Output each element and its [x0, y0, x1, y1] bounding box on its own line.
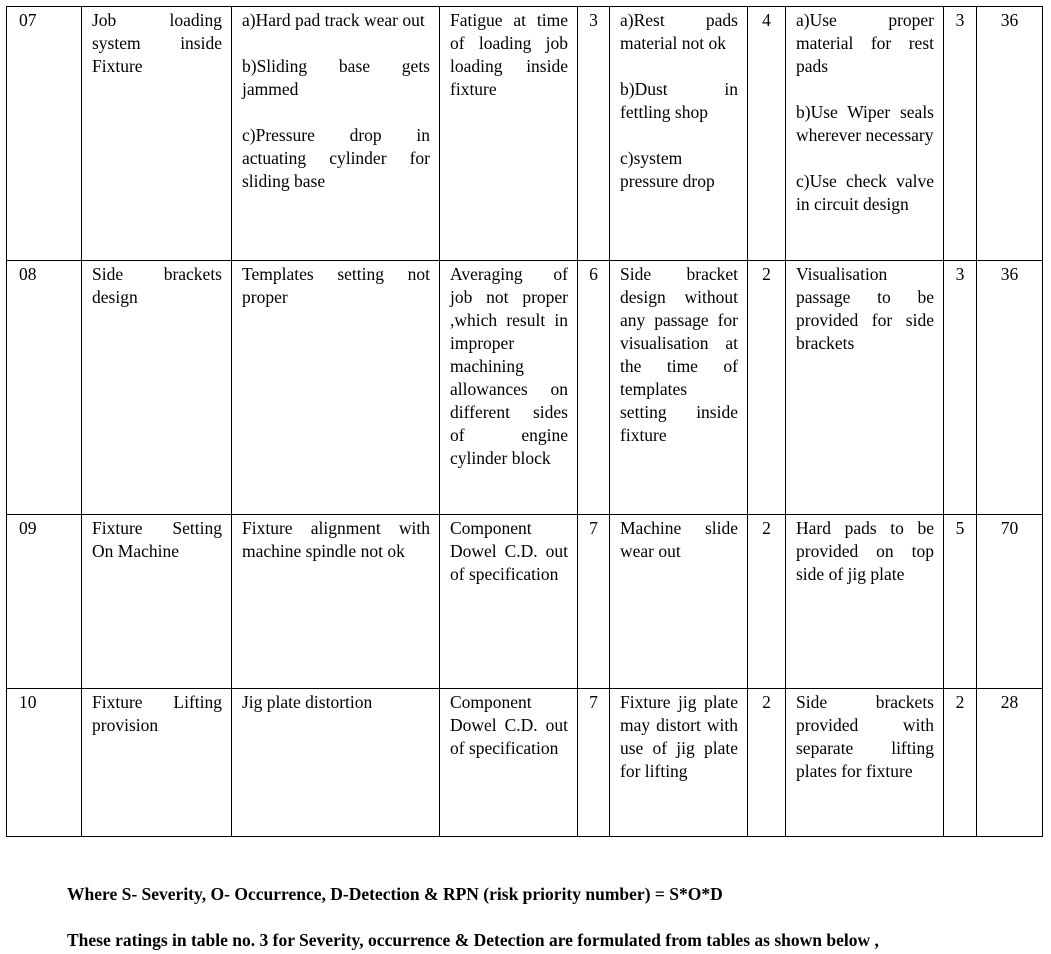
- rpn-cell: 70: [977, 515, 1043, 689]
- cause-item: Machine slide wear out: [620, 518, 738, 561]
- action-item: Hard pads to be provided on top side of jig plate: [796, 518, 934, 584]
- action-cell: [786, 689, 944, 837]
- action-item: Side brackets provided with separate lifting plates for fixture: [796, 692, 934, 781]
- failure-mode-item: Jig plate distortion: [242, 692, 373, 712]
- severity-cell: 7: [578, 515, 610, 689]
- failure-mode-item: a)Hard pad track wear out: [242, 10, 425, 30]
- table-row: [7, 689, 1043, 837]
- action-item: b)Use Wiper seals wherever necessary: [796, 102, 934, 145]
- detection-cell: 5: [944, 515, 977, 689]
- failure-mode-item: Fixture alignment with machine spindle not ok: [242, 518, 430, 561]
- action-cell: [786, 261, 944, 515]
- action-item: Visualisation passage to be provided for side brackets: [796, 264, 934, 353]
- component-cell: Side brackets design: [82, 261, 232, 515]
- rating-legend: Where S- Severity, O- Occurrence, D-Detection & RPN (risk priority number) = S*O*D: [67, 884, 723, 904]
- component-cell: Fixture Setting On Machine: [82, 515, 232, 689]
- cause-cell: [610, 7, 748, 261]
- failure-mode-item: c)Pressure drop in actuating cylinder for sliding base: [242, 125, 430, 191]
- table-row: [7, 515, 1043, 689]
- cause-item: b)Dust in fettling shop: [620, 79, 738, 122]
- severity-cell: 3: [578, 7, 610, 261]
- cause-item: c)system pressure drop: [620, 148, 715, 191]
- detection-cell: 3: [944, 261, 977, 515]
- failure-mode-cell: [232, 689, 440, 837]
- failure-mode-cell: [232, 515, 440, 689]
- failure-mode-item: b)Sliding base gets jammed: [242, 56, 430, 99]
- sr-no-cell: 07: [7, 7, 82, 261]
- effect-cell: Fatigue at time of loading job loading inside fixture: [440, 7, 578, 261]
- rpn-cell: 36: [977, 7, 1043, 261]
- occurrence-cell: 4: [748, 7, 786, 261]
- table-row: [7, 261, 1043, 515]
- component-cell: Fixture Lifting provision: [82, 689, 232, 837]
- cause-item: Fixture jig plate may distort with use of jig plate for lifting: [620, 692, 738, 781]
- action-cell: [786, 7, 944, 261]
- sr-no-cell: 10: [7, 689, 82, 837]
- failure-mode-item: Templates setting not proper: [242, 264, 430, 307]
- occurrence-cell: 2: [748, 261, 786, 515]
- severity-cell: 6: [578, 261, 610, 515]
- rpn-cell: 28: [977, 689, 1043, 837]
- action-item: a)Use proper material for rest pads: [796, 10, 934, 76]
- occurrence-cell: 2: [748, 515, 786, 689]
- rating-note: These ratings in table no. 3 for Severity, occurrence & Detection are formulated from tables as shown below ,: [67, 930, 879, 950]
- detection-cell: 3: [944, 7, 977, 261]
- detection-cell: 2: [944, 689, 977, 837]
- cause-cell: [610, 261, 748, 515]
- cause-cell: [610, 689, 748, 837]
- table-row: [7, 7, 1043, 261]
- cause-item: Side bracket design without any passage for visualisation at the time of templates setting inside fixture: [620, 264, 738, 445]
- effect-cell: Component Dowel C.D. out of specification: [440, 689, 578, 837]
- sr-no-cell: 09: [7, 515, 82, 689]
- failure-mode-cell: [232, 7, 440, 261]
- effect-cell: Averaging of job not proper ,which result in improper machining allowances on different sides of engine cylinder block: [440, 261, 578, 515]
- severity-cell: 7: [578, 689, 610, 837]
- component-cell: Job loading system inside Fixture: [82, 7, 232, 261]
- action-cell: [786, 515, 944, 689]
- cause-cell: [610, 515, 748, 689]
- fmea-table: [6, 6, 1043, 837]
- sr-no-cell: 08: [7, 261, 82, 515]
- cause-item: a)Rest pads material not ok: [620, 10, 738, 53]
- failure-mode-cell: [232, 261, 440, 515]
- rpn-cell: 36: [977, 261, 1043, 515]
- action-item: c)Use check valve in circuit design: [796, 171, 934, 214]
- effect-cell: Component Dowel C.D. out of specification: [440, 515, 578, 689]
- occurrence-cell: 2: [748, 689, 786, 837]
